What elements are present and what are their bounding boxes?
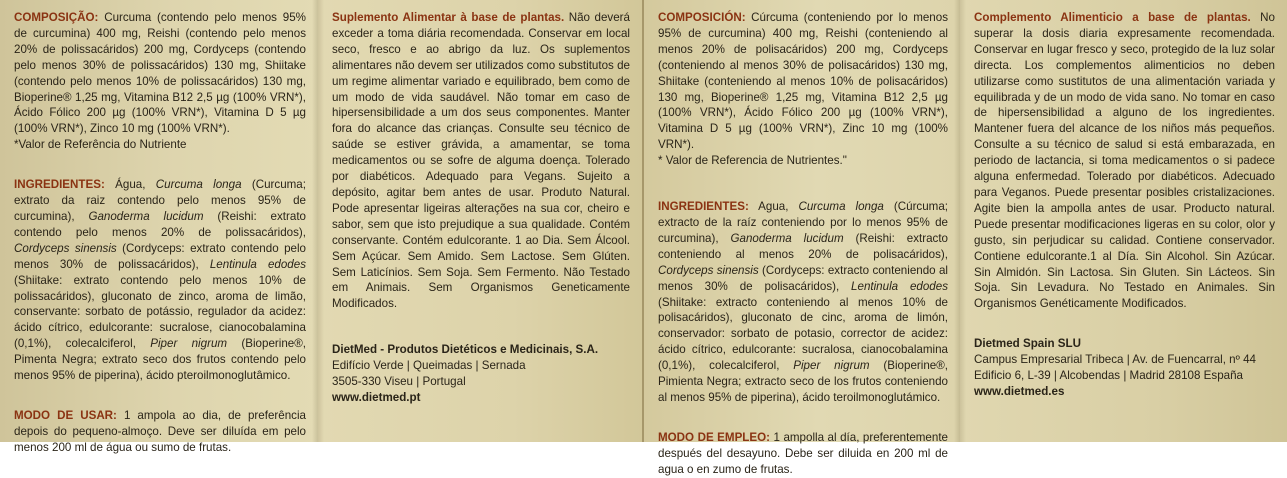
pt-company-block — [332, 342, 630, 406]
pt-usage-heading: MODO DE USAR: — [14, 408, 117, 422]
es-warnings-text: No superar la dosis diaria expresamente recomendada. Conservar en lugar fresco y seco, protegido de la luz solar directa. Los complementos alimenticios no deben utilizarse como sustitutos de una alimentación variada y equilibrada y de un modo de vida sano. No tomar en caso de hipersensibilidad a alguno de los ingredientes. Mantener fuera del alcance de los niños más pequeños. Consulte a su técnico de salud si está embarazada, en periodo de lactancia, si toma medicamentos o si padece alguna enfermedad. Tolerado por diabéticos. Adecuado para Veganos. Puede presentar posibles cristalizaciones. Agite bien la ampolla antes de usar. Producto natural. Puede presentar modificaciones ligeras en su color, olor y gusto, sin perjudicar su calidad. Contiene conservador. Contiene edulcorante.1 al Día. Sin Alcohol. Sin Azúcar. Sin Almidón. Sin Lactosa. Sin Gluten. Sin Lácteos. Sin Soja. Sin Levadura. No Testado en Animales. Sin Organismos Genéticamente Modificados. — [974, 11, 1276, 311]
es-info-panel — [960, 0, 1287, 442]
es-ingredient-latin: Cordyceps sinensis — [658, 263, 759, 277]
pt-usage — [14, 408, 306, 456]
pt-ingredient-latin: Piper nigrum — [150, 337, 228, 351]
es-composition-note: * Valor de Referencia de Nutrientes." — [658, 154, 847, 168]
es-ingredients-text: (Reishi: extracto conteniendo al menos 20% de polisacáridos), — [658, 231, 948, 261]
pt-ingredient-latin: Lentinula edodes — [209, 257, 306, 271]
es-company-block — [974, 336, 1275, 400]
pt-ingredients-text: (Shiitake: extrato contendo pelo menos 10% de polissacáridos), gluconato de zinco, aroma de limão, conservante: sorbato de potássio, regulador da acidez: ácido cítrico, edulcorante: sucralose, cianocobalamina (0,1%), colecalciferol, — [14, 273, 306, 351]
pt-usage-text: 1 ampola ao dia, de preferência depois do pequeno-almoço. Deve ser diluída em pelo menos 200 ml de água ou sumo de frutas. — [14, 408, 306, 454]
pt-ingredients-heading: INGREDIENTES: — [14, 178, 105, 192]
es-composition-heading: COMPOSICIÓN: — [658, 11, 746, 24]
pt-ingredients — [14, 177, 306, 384]
es-composition-panel — [644, 0, 960, 476]
pt-info-panel — [318, 0, 644, 442]
es-ingredient-latin: Curcuma longa — [798, 200, 884, 214]
es-ingredients-text: Agua, — [748, 200, 799, 214]
es-usage-text: 1 ampolla al día, preferentemente después del desayuno. Debe ser diluida en 200 ml de agua o en zumo de frutas. — [658, 430, 948, 476]
es-usage-heading: MODO DE EMPLEO: — [658, 430, 770, 444]
es-ingredient-latin: Ganoderma lucidum — [730, 231, 844, 245]
pt-ingredients-text: (Bioperine®, Pimenta Negra; extrato seco dos frutos contendo pelo menos 95% de piperina), ácido pteroilmonoglutâmico. — [14, 337, 306, 383]
es-ingredients-text: (Bioperine®, Pimienta Negra; extracto seco de los frutos conteniendo al menos 95% de piperina), ácido teroilmonoglutámico. — [658, 359, 948, 404]
es-usage — [658, 430, 948, 478]
es-ingredients-text: (Shiitake: extracto conteniendo al menos 10% de polisacáridos), gluconato de cinc, aroma de limón, conservador: sorbato de potasio, corrector de acidez: ácido cítrico, edulcorante: sucralosa, cianocobalamina (0,1%), colecalciferol, — [658, 295, 948, 373]
pt-warnings-text: Não deverá exceder a toma diária recomendada. Conservar em local seco, fresco e ao abrigo da luz. Os suplementos alimentares não devem ser utilizados como substitutos de um regime alimentar variado e equilibrado, bem como de um modo de vida saudável. Não tomar em caso de hipersensibilidade a um dos seus componentes. Manter fora do alcance das crianças. Consulte seu técnico de saúde se estiver grávida, a amamentar, se toma medicamentos ou se sofre de alguma doença. Tolerado por diabéticos. Adequado para Vegans. Sujeito a depósito, agitar bem antes de usar. Produto Natural. Pode apresentar ligeiras alterações na sua cor, cheiro e sabor, sem que isto prejudique a sua qualidade. Contém conservante. Contém edulcorante. 1 ao Dia. Sem Álcool. Sem Açúcar. Sem Amido. Sem Lactose. Sem Glúten. Sem Laticínios. Sem Soja. Sem Fermento. Não Testado em Animais. Sem Organismos Geneticamente Modificados. — [332, 11, 630, 311]
pt-company-name: DietMed - Produtos Dietéticos e Medicinais, S.A. — [332, 343, 599, 357]
es-ingredient-latin: Lentinula edodes — [851, 279, 948, 293]
pt-ingredient-latin: Curcuma longa — [155, 178, 242, 192]
pt-company-website: www.dietmed.pt — [332, 390, 421, 404]
pt-composition — [14, 10, 306, 137]
es-company-name: Dietmed Spain SLU — [974, 337, 1081, 351]
pt-ingredients-text: (Reishi: extrato contendo pelo menos 20% de polissacáridos), — [14, 209, 306, 239]
es-ingredient-latin: Piper nigrum — [793, 359, 870, 373]
es-company-address-line2: Edificio 6, L-39 | Alcobendas | Madrid 28108 España — [974, 369, 1243, 383]
es-company-address-line1: Campus Empresarial Tribeca | Av. de Fuencarral, nº 44 — [974, 353, 1256, 367]
pt-warnings-heading: Suplemento Alimentar à base de plantas. — [332, 11, 565, 24]
pt-composition-text: Curcuma (contendo pelo menos 95% de curcumina) 400 mg, Reishi (contendo pelo menos 20% de polissacáridos) 200 mg, Cordyceps (contendo pelo menos 30% de polissacáridos) 130 mg, Shiitake (contendo pelo menos 10% de polissacáridos) 130 mg, Bioperine® 1,25 mg, Vitamina B12 2,5 µg (100% VRN*), Ácido Fólico 200 µg (100% VRN*), Vitamina D 5 µg (100% VRN*), Zinco 10 mg (100% VRN*). — [14, 11, 306, 136]
es-warnings — [974, 10, 1275, 312]
pt-ingredients-text: (Curcuma; extrato da raiz contendo pelo menos 95% de curcumina), — [14, 178, 306, 223]
pt-company-address-line1: Edifício Verde | Queimadas | Sernada — [332, 359, 526, 373]
pt-ingredients-text: Água, — [104, 178, 156, 192]
pt-ingredient-latin: Cordyceps sinensis — [14, 241, 117, 255]
pt-warnings — [332, 10, 630, 312]
pt-composition-panel — [0, 0, 318, 454]
es-composition — [658, 10, 948, 153]
es-composition-text: Cúrcuma (conteniendo por lo menos 95% de curcumina) 400 mg, Reishi (conteniendo al menos 20% de polisacáridos) 200 mg, Cordyceps (conteniendo al menos 30% de polisacáridos) 130 mg, Shiitake (conteniendo al menos 10% de polisacáridos) 130 mg, Bioperine® 1,25 mg, Vitamina B12 2,5 µg (100% VRN*), Ácido Fólico 200 µg (100% VRN*), Vitamina D 5 µg (100% VRN*), Zinc 10 mg (100% VRN*). — [658, 11, 948, 152]
es-company-website: www.dietmed.es — [974, 384, 1065, 398]
es-ingredients-text: (Cúrcuma; extracto de la raíz conteniendo por lo menos 95% de curcumina), — [658, 200, 948, 245]
es-warnings-heading: Complemento Alimenticio a base de plantas. — [974, 11, 1251, 24]
pt-composition-heading: COMPOSIÇÃO: — [14, 11, 99, 24]
pt-company-address-line2: 3505-330 Viseu | Portugal — [332, 375, 466, 389]
pt-ingredient-latin: Ganoderma lucidum — [88, 209, 204, 223]
es-ingredients-heading: INGREDIENTES: — [658, 200, 749, 214]
es-ingredients-text: (Cordyceps: extracto conteniendo al menos 30% de polisacáridos), — [658, 263, 948, 293]
pt-composition-note: *Valor de Referência do Nutriente — [14, 138, 187, 152]
es-ingredients — [658, 199, 948, 406]
pt-ingredients-text: (Cordyceps: extrato contendo pelo menos 30% de polissacáridos), — [14, 241, 306, 271]
